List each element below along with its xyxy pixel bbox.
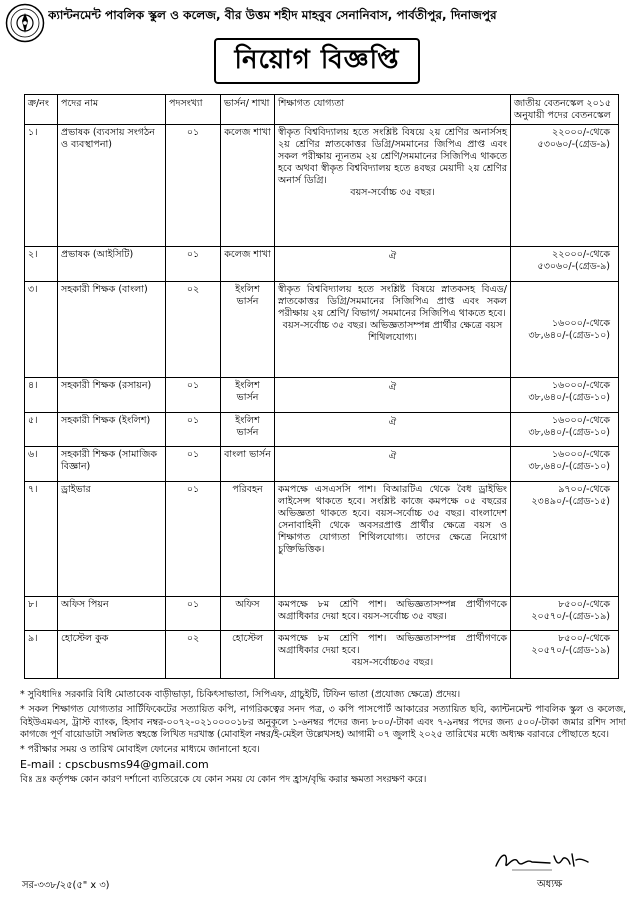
scale-from: ১৬০০০/-থেকে: [552, 449, 610, 460]
header-count: পদসংখ্যা: [166, 95, 221, 125]
row-sl: ৭।: [25, 482, 58, 597]
row-post: সহকারী শিক্ষক (সামাজিক বিজ্ঞান): [58, 447, 166, 482]
table-row: [25, 597, 619, 631]
row-sl: ৪।: [25, 378, 58, 413]
scale-from: ১৬০০০/-থেকে: [552, 380, 610, 391]
row-scale: [511, 413, 619, 447]
row-post: প্রভাষক (আইসিটি): [58, 247, 166, 282]
scale-from: ২২০০০/-থেকে: [552, 249, 610, 260]
row-version: ইংলিশ ভার্সন: [221, 413, 275, 447]
row-qualification: [275, 631, 511, 679]
age-limit: বয়স-সর্বোচ্চ ৩৫ বছর।: [350, 187, 435, 198]
ditto-mark: ঐ: [388, 382, 397, 393]
row-sl: ২।: [25, 247, 58, 282]
qualification-text: স্বীকৃত বিশ্ববিদ্যালয় হতে সংশ্লিষ্ট বিষয়ে স্নাতকসহ বিএড/স্নাতকোত্তর ডিগ্রি/সমমানের সিজিপিএ প্রাপ্ত এবং সকল পরীক্ষায় ২য় শ্রেণি/ বিভাগ/ সমমানের সিজিপিএ থাকতে হবে।: [278, 284, 507, 319]
row-post: হোস্টেল কুক: [58, 631, 166, 679]
row-version: কলেজ শাখা: [221, 125, 275, 247]
row-post: প্রভাষক (ব্যবসায় সংগঠন ও ব্যবস্থাপনা): [58, 125, 166, 247]
row-scale: [511, 482, 619, 597]
row-qualification: [275, 125, 511, 247]
documents-note: * সকল শিক্ষাগত যোগ্যতার সার্টিফিকেটের সত্যায়িত কপি, নাগরিকত্বের সনদ পত্র, ৩ কপি পাসপোর্ট আকারের সত্যায়িত ছবি, ক্যান্টনমেন্ট পাবলিক স্কুল ও কলেজ, বিইউএমএস, ট্রাস্ট ব্যাংক, হিসাব নম্বর-০০৭২-০২১০০০০১৮র অনুকূলে ১-৬নম্বর পদের জন্য ৮০০/-টাকা এবং ৭-৯নম্বর পদের জন্য ৫০০/-টাকা জমার রশিদ সাদা কাগজে পূর্ণ বায়োডাটা সম্বলিত স্বহস্তে লিখিত দরখাস্ত (মোবাইল নম্বর/ই-মেইল উল্লেখসহ) আগামী ০৭ জুলাই ২০২৫ তারিখের মধ্যে অধ্যক্ষ বরাবরে পৌছাতে হবে।: [20, 703, 626, 741]
header-version: ভার্সন/ শাখা: [221, 95, 275, 125]
reference-number: সর-৩৩৮/২৫(৫" x ৩): [22, 880, 110, 891]
contact-email[interactable]: E-mail : cpscbusms94@gmail.com: [20, 757, 209, 771]
ditto-mark: ঐ: [388, 417, 397, 428]
scale-to: ৩৮,৬৪০/-(গ্রেড-১০): [528, 392, 610, 403]
row-count: ০১: [166, 482, 221, 597]
row-sl: ৫।: [25, 413, 58, 447]
scale-to: ২০৫৭০/-(গ্রেড-১৯): [531, 611, 610, 622]
scale-to: ৩৮,৬৪০/-(গ্রেড-১০): [528, 329, 610, 341]
vacancy-table: [24, 94, 619, 679]
scale-from: ১৬০০০/-থেকে: [552, 415, 610, 426]
header-sl: ক্র/নং: [25, 95, 58, 125]
row-scale: [511, 597, 619, 631]
scale-to: ৩৮,৬৪০/-(গ্রেড-১০): [528, 427, 610, 438]
table-row: [25, 378, 619, 413]
row-qualification: [275, 482, 511, 597]
row-version: বাংলা ভার্সন: [221, 447, 275, 482]
row-qualification: [275, 378, 511, 413]
scale-to: ৫৩০৬০/-(গ্রেড-৯): [537, 261, 610, 272]
row-version: কলেজ শাখা: [221, 247, 275, 282]
row-count: ০২: [166, 631, 221, 679]
row-post: সহকারী শিক্ষক (বাংলা): [58, 282, 166, 378]
row-version: ইংলিশ ভার্সন: [221, 378, 275, 413]
row-count: ০১: [166, 125, 221, 247]
row-qualification: [275, 282, 511, 378]
notice-notes: [20, 689, 626, 789]
exam-note: * পরীক্ষার সময় ও তারিখ মোবাইল ফোনের মাধ্যমে জানানো হবে।: [20, 744, 260, 756]
ditto-mark: ঐ: [388, 451, 397, 462]
header-post: পদের নাম: [58, 95, 166, 125]
row-sl: ৬।: [25, 447, 58, 482]
row-count: ০১: [166, 413, 221, 447]
scale-from: ১৬০০০/-থেকে: [552, 317, 610, 329]
scale-to: ২০৫৭০/-(গ্রেড-১৯): [531, 645, 610, 656]
qualification-text: কমপক্ষে ৮ম শ্রেণি পাশ। অভিজ্ঞতাসম্পন্ন প্রার্থীগণকে অগ্রাধিকার দেয়া হবে।: [278, 633, 507, 656]
institution-name: ক্যান্টনমেন্ট পাবলিক স্কুল ও কলেজ, বীর উত্তম শহীদ মাহবুব সেনানিবাস, পার্বতীপুর, দিনাজপুর: [48, 8, 497, 22]
scale-to: ২৩৪৯০/-(গ্রেড-১৫): [531, 496, 610, 507]
scale-from: ৮৫০০/-থেকে: [558, 633, 610, 644]
principal-signature: [492, 848, 592, 874]
table-row: [25, 447, 619, 482]
row-count: ০১: [166, 597, 221, 631]
header-scale: [511, 95, 619, 125]
row-scale: [511, 631, 619, 679]
row-sl: ১।: [25, 125, 58, 247]
signatory-title: অধ্যক্ষ: [537, 879, 563, 890]
scale-from: ৮৫০০/-থেকে: [558, 599, 610, 610]
qualification-text: কমপক্ষে ৮ম শ্রেণি পাশ। অভিজ্ঞতাসম্পন্ন প্রার্থীগণকে অগ্রাধিকার দেয়া হবে। বয়স-সর্বোচ্চ ৩৫ বছর।: [278, 599, 507, 622]
header-qualification: শিক্ষাগত যোগ্যতা: [275, 95, 511, 125]
row-count: ০১: [166, 247, 221, 282]
header-scale-line2: অনুযায়ী পদের বেতনস্কেল: [514, 110, 611, 121]
table-row: [25, 247, 619, 282]
age-limit: বয়স-সর্বোচ্চ৩৫ বছর।: [351, 657, 434, 668]
row-version: ইংলিশ ভার্সন: [221, 282, 275, 378]
row-count: ০২: [166, 282, 221, 378]
table-row: [25, 482, 619, 597]
row-sl: ৮।: [25, 597, 58, 631]
row-post: সহকারী শিক্ষক (রসায়ন): [58, 378, 166, 413]
table-row: [25, 282, 619, 378]
age-limit: বয়স-সর্বোচ্চ ৩৫ বছর। অভিজ্ঞতাসম্পন্ন প্রার্থীর ক্ষেত্রে বয়স শিথিলযোগ্য।: [282, 320, 503, 343]
scale-from: ২২০০০/-থেকে: [552, 127, 610, 138]
row-post: সহকারী শিক্ষক (ইংলিশ): [58, 413, 166, 447]
row-qualification: [275, 413, 511, 447]
header-scale-line1: জাতীয় বেতনস্কেল ২০১৫: [514, 98, 612, 109]
scale-to: ৫৩০৬০/-(গ্রেড-৯): [537, 139, 610, 150]
qualification-text: স্বীকৃত বিশ্ববিদ্যালয় হতে সংশ্লিষ্ট বিষয়ে ২য় শ্রেণির অনার্সসহ ২য় শ্রেণির স্নাতকোত্তর ডিগ্রি/সমমানের জিপিএ প্রাপ্ত এবং সকল পরীক্ষায় ন্যূনতম ২য় শ্রেণি/সমমানের সিজিপিএ থাকতে হবে অথবা স্বীকৃত বিশ্ববিদ্যালয় হতে ৪বছর মেয়াদী ২য় শ্রেণির অনার্স ডিগ্রি।: [278, 127, 507, 186]
row-count: ০১: [166, 447, 221, 482]
school-logo: [5, 3, 45, 43]
notice-title: নিয়োগ বিজ্ঞপ্তি: [214, 38, 420, 84]
row-scale: [511, 247, 619, 282]
row-scale: [511, 447, 619, 482]
row-scale: [511, 282, 619, 378]
disclaimer-note: বিঃ দ্রঃ কর্তৃপক্ষ কোন কারণ দর্শানো ব্যতিরেকে যে কোন সময় যে কোন পদ হ্রাস/বৃদ্ধি করার ক্ষমতা সংরক্ষণ করে।: [20, 773, 427, 785]
row-post: ড্রাইভার: [58, 482, 166, 597]
qualification-text: কমপক্ষে এসএসসি পাশ। বিআরটিএ থেকে বৈধ ড্রাইভিং লাইসেন্স থাকতে হবে। সংশ্লিষ্ট কাজে কমপক্ষে ০৫ বছরের অভিজ্ঞতা থাকতে হবে। বয়স-সর্বোচ্চ ৩৫ বছর। বাংলাদেশ সেনাবাহিনী থেকে অবসরপ্রাপ্ত প্রার্থীর ক্ষেত্রে বয়স ও শিক্ষাগত যোগ্যতা শিথিলযোগ্য। তাদের ক্ষেত্রে নিয়োগ চুক্তিভিত্তিক।: [278, 484, 507, 555]
ditto-mark: ঐ: [388, 251, 397, 262]
scale-from: ৯৭০০/-থেকে: [558, 484, 610, 495]
row-version: অফিস: [221, 597, 275, 631]
scale-to: ৩৮,৬৪০/-(গ্রেড-১০): [528, 461, 610, 472]
table-row: [25, 631, 619, 679]
row-scale: [511, 125, 619, 247]
row-qualification: [275, 247, 511, 282]
row-post: অফিস পিয়ন: [58, 597, 166, 631]
row-qualification: [275, 597, 511, 631]
table-row: [25, 125, 619, 247]
row-version: পরিবহন: [221, 482, 275, 597]
table-header-row: [25, 95, 619, 125]
row-version: হোস্টেল: [221, 631, 275, 679]
row-scale: [511, 378, 619, 413]
row-qualification: [275, 447, 511, 482]
row-sl: ৩।: [25, 282, 58, 378]
benefits-note: * সুবিধাদিঃ সরকারি বিধি মোতাবেক বাড়ীভাড়া, চিকিৎসাভাতা, সিপিএফ, গ্রাচুইটি, টিফিন ভাতা (প্রযোজ্য ক্ষেত্রে) প্রদেয়।: [20, 689, 461, 700]
row-sl: ৯।: [25, 631, 58, 679]
table-row: [25, 413, 619, 447]
row-count: ০১: [166, 378, 221, 413]
